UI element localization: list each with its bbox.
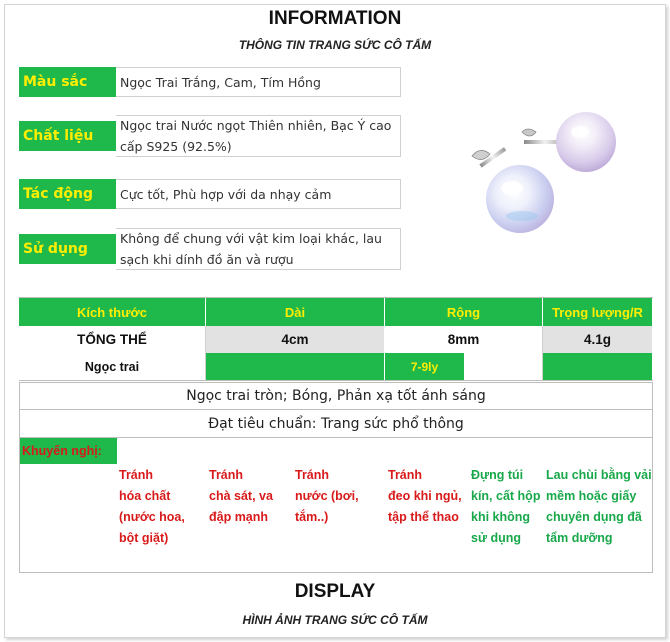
pearl-width-blank [465, 353, 543, 380]
info-label-usage: Sử dụng [19, 234, 116, 264]
overall-weight: 4.1g [543, 326, 653, 353]
reco-storage-text: Đựng túi kín, cất hộp khi không sử dụng [471, 468, 541, 545]
table-row-pearl [19, 353, 653, 380]
pearl-weight-cell [543, 353, 653, 380]
info-label-color: Màu sắc [19, 67, 116, 97]
display-subtitle: HÌNH ẢNH TRANG SỨC CÔ TẤM [242, 613, 428, 627]
recommendations-box [19, 437, 653, 573]
pearl-right [556, 112, 616, 172]
reco-storage [471, 465, 540, 549]
pearl-earrings-image [462, 104, 662, 264]
recommendations-label: Khuyến nghị: [20, 438, 117, 464]
info-label-material: Chất liệu [19, 121, 116, 151]
reco-impact [209, 465, 273, 528]
info-value-effect: Cực tốt, Phù hợp với da nhạy cảm [116, 179, 401, 209]
header-weight: Trọng lượng/R [543, 298, 653, 326]
info-value-material: Ngọc trai Nước ngọt Thiên nhiên, Bạc Ý cao cấp S925 (92.5%) [116, 115, 401, 157]
header-size: Kích thước [19, 298, 206, 326]
reco-impact-text: Tránh chà sát, va đập mạnh [209, 468, 273, 524]
info-value-usage: Không để chung với vật kim loại khác, lau sạch khi dính đồ ăn và rượu [116, 228, 401, 270]
display-title: DISPLAY [294, 581, 376, 602]
overall-label: TỔNG THỂ [19, 326, 206, 353]
reco-water-text: Tránh nước (bơi, tắm..) [295, 468, 359, 524]
table-header-row [19, 298, 653, 326]
reco-chemicals-text: Tránh hóa chất (nước hoa, bột giặt) [119, 468, 185, 545]
header-width: Rộng [385, 298, 543, 326]
pearl-shape-line: Ngọc trai tròn; Bóng, Phản xạ tốt ánh sáng [19, 382, 653, 410]
reco-water [295, 465, 359, 528]
overall-length: 4cm [206, 326, 385, 353]
info-label-effect: Tác động [19, 179, 116, 209]
overall-width: 8mm [385, 326, 543, 353]
information-title: INFORMATION [268, 8, 402, 29]
pearl-label: Ngọc trai [19, 353, 206, 380]
reco-cleaning [546, 465, 652, 549]
pearl-length-cell [206, 353, 385, 380]
pearl-width: 7-9ly [385, 353, 465, 380]
reco-cleaning-text: Lau chùi bằng vải mềm hoặc giấy chuyên dụng đã tẩm dưỡng [546, 468, 652, 545]
reco-sleep-text: Tránh đeo khi ngủ, tập thể thao [388, 468, 462, 524]
pearl-left [486, 165, 554, 233]
table-row-overall [19, 326, 653, 353]
info-value-color: Ngọc Trai Trắng, Cam, Tím Hồng [116, 67, 401, 97]
reco-sleep [388, 465, 462, 528]
header-length: Dài [206, 298, 385, 326]
standard-line: Đạt tiêu chuẩn: Trang sức phổ thông [19, 410, 653, 438]
information-subtitle: THÔNG TIN TRANG SỨC CÔ TẤM [238, 38, 432, 52]
reco-chemicals [119, 465, 185, 549]
